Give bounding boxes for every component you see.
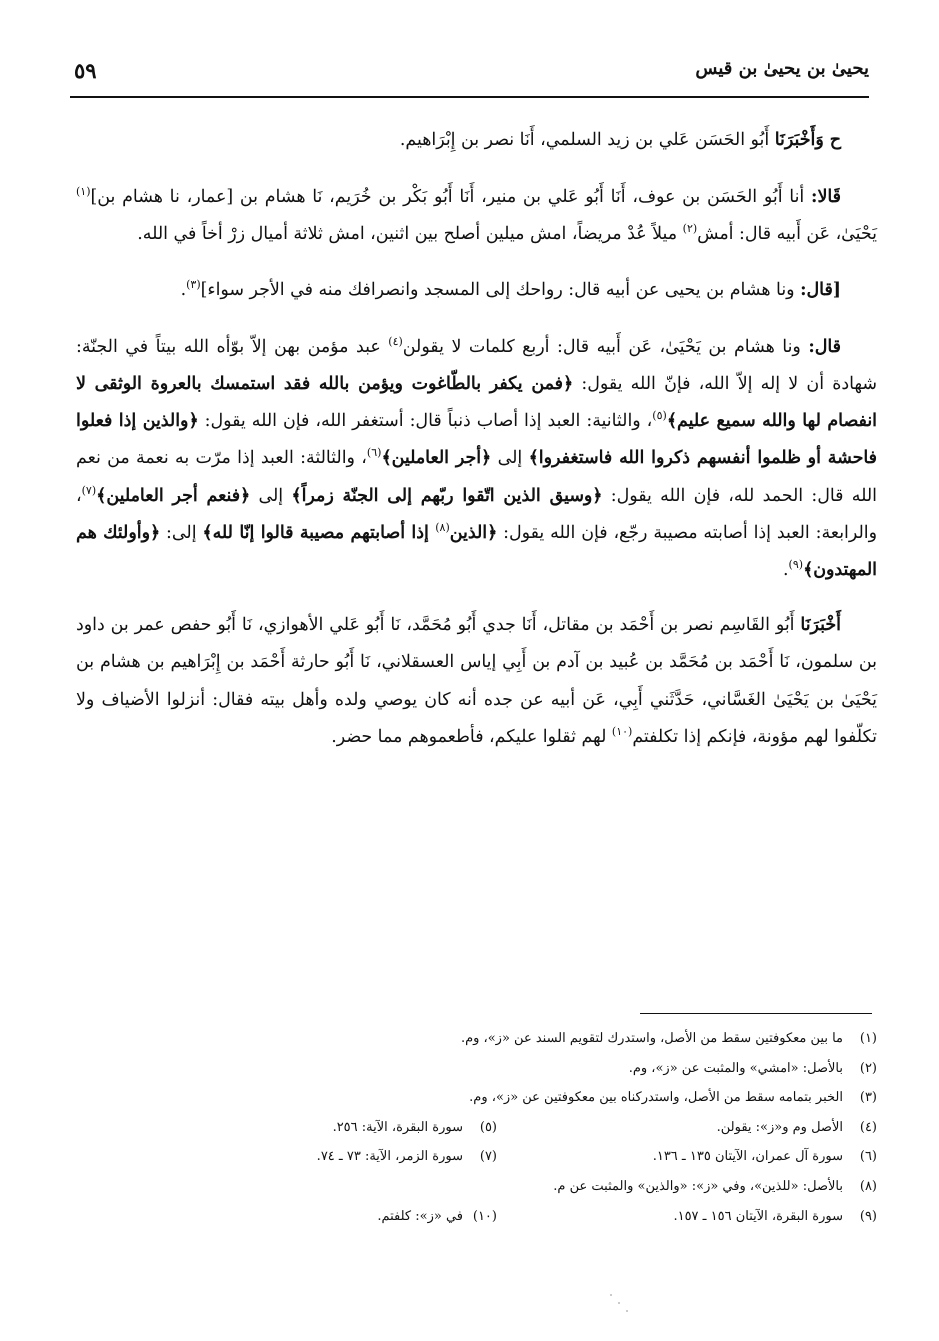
footnote-text: الأصل وم و«ز»: يقولن.	[716, 1119, 843, 1135]
footnote	[317, 1142, 497, 1172]
paragraph-text: يَحْيَىٰ، عَن أَبيه قال: أمش	[697, 224, 877, 245]
footnote-row	[74, 1024, 877, 1054]
paragraph-lead: أَخْبَرَنَا	[800, 615, 841, 636]
paragraph-lead: قال:	[800, 279, 833, 300]
footnote	[461, 1024, 877, 1054]
footnote-text: ما بين معكوفتين سقط من الأصل، واستدرك لتقويم السند عن «ز»، وم.	[460, 1031, 843, 1046]
quran-verse: ﴿فمن يكفر بالطّاغوت ويؤمن بالله فقد استمسك بالعروة الوثقى لا انفصام لها والله سميع عليم﴾	[76, 374, 877, 432]
quran-verse: ﴿والذين إذا فعلوا فاحشة أو ظلموا أنفسهم ذكروا الله فاستغفروا﴾	[76, 411, 877, 469]
running-head	[70, 48, 869, 94]
footnote	[553, 1172, 877, 1202]
footnote-row	[74, 1172, 877, 1202]
footnote-text: بالأصل: «للذين»، وفي «ز»: «والذين» والمثبت عن م.	[553, 1178, 843, 1194]
paragraph-lead: ح وَأَخْبَرَنَا	[774, 130, 841, 150]
footnote	[377, 1202, 497, 1232]
open-bracket: [	[832, 279, 841, 300]
footnote-reference: (٨)	[435, 521, 450, 535]
footnote-number: (٤)	[859, 1119, 877, 1135]
footnote-text: سورة البقرة، الآيتان ١٥٦ ـ ١٥٧.	[673, 1208, 843, 1224]
paragraph-end: .	[180, 279, 187, 300]
footnote-reference: (٩)	[788, 558, 804, 572]
footnote-number: (٣)	[859, 1090, 877, 1106]
footnote-reference: (٦)	[366, 446, 382, 460]
paragraph-text: إلى:	[160, 522, 203, 543]
footnote-number: (٦)	[859, 1149, 877, 1165]
paragraph-1	[76, 122, 877, 159]
paragraph-5	[76, 607, 877, 756]
header-rule	[70, 96, 869, 98]
paragraph-lead: قَالا:	[811, 187, 841, 208]
footnote-text: سورة آل عمران، الآيتان ١٣٥ ـ ١٣٦.	[652, 1149, 843, 1165]
paragraph-text: إلى	[250, 485, 292, 506]
footnote-reference: (٢)	[682, 222, 698, 236]
footnote-number: (٧)	[479, 1149, 497, 1165]
paragraph-text: .	[783, 560, 789, 581]
quran-verse: ﴿وسيق الذين اتّقوا ربّهم إلى الجنّة زمراً﴾	[291, 485, 603, 506]
paragraph-text: عبد مؤمن بهن إلاّ بوّأه الله بيتاً في الجنّة: شهادة أن لا إله إلاّ الله، فإنّ الله يقول:	[76, 336, 877, 395]
scan-speck	[610, 1294, 612, 1296]
footnotes	[74, 1024, 877, 1231]
paragraph-text: ونا هشام بن يحيى عن أبيه قال: رواحك إلى المسجد وانصرافك منه في الأجر سواء]	[200, 279, 801, 300]
footnote-number: (١)	[859, 1031, 877, 1046]
footnote-number: (٥)	[479, 1119, 497, 1135]
quran-verse: ﴿وأولئك هم المهتدون﴾	[76, 522, 877, 581]
footnote-text: سورة البقرة، الآية: ٢٥٦.	[332, 1119, 463, 1135]
page-number: ٥٩	[74, 58, 97, 83]
paragraph-text: ، والرابعة: العبد إذا أصابته مصيبة رجّع، فإن الله يقول:	[76, 485, 877, 543]
paragraph-text: ميلاً عُدْ مريضاً، امش ميلين أصلح بين اثنين، امش ثلاثة أميال زرْ أخاً في الله.	[137, 224, 683, 245]
footnote	[717, 1113, 877, 1143]
footnote-rule	[640, 1013, 872, 1014]
quran-verse: إذا أصابتهم مصيبة قالوا إنّا لله﴾	[202, 522, 436, 543]
footnote-text: الخبر بتمامه سقط من الأصل، واستدركناه بين معكوفتين عن «ز»، وم.	[469, 1090, 843, 1106]
body-text	[76, 122, 877, 756]
footnote-reference: (٣)	[186, 277, 201, 291]
footnote-reference: (٤)	[388, 335, 403, 349]
paragraph-lead: قال:	[808, 336, 841, 357]
footnote	[653, 1142, 877, 1172]
running-title: يحيىٰ بن يحيىٰ بن قيس	[695, 58, 869, 79]
scan-specks	[600, 1290, 660, 1330]
footnote-text: بالأصل: «امشي» والمثبت عن «ز»، وم.	[628, 1060, 843, 1076]
paragraph-text: إلى	[491, 448, 529, 469]
footnote-row	[74, 1083, 877, 1113]
footnote-reference: (٧)	[81, 483, 97, 497]
paragraph-text: ، والثانية: العبد إذا أصاب ذنباً قال: أستغفر الله، فإن الله يقول:	[198, 411, 653, 432]
paragraph-2	[76, 179, 877, 253]
paragraph-4	[76, 329, 877, 589]
footnote-number: (٨)	[859, 1178, 877, 1194]
quran-verse: ﴿الذين	[449, 522, 498, 543]
footnote	[333, 1113, 497, 1143]
footnote-row	[74, 1113, 877, 1143]
quran-verse: ﴿فنعم أجر العاملين﴾	[96, 485, 251, 506]
footnote-row	[74, 1202, 877, 1232]
quran-verse: ﴿أجر العاملين﴾	[381, 448, 492, 469]
footnote	[469, 1083, 877, 1113]
footnote-row	[74, 1142, 877, 1172]
footnote-row	[74, 1054, 877, 1084]
footnote	[673, 1202, 877, 1232]
paragraph-text: أَبُو الحَسَن عَلي بن زيد السلمي، أَنَا نصر بن إِبْرَاهيم.	[399, 130, 775, 150]
paragraph-text: لهم ثقلوا عليكم، فأطعموهم مما حضر.	[331, 726, 612, 747]
footnote-text: في «ز»: كلفتم.	[377, 1208, 463, 1224]
paragraph-text: أنا أَبُو الحَسَن بن عوف، أَنَا أَبُو عَلي بن منير، أَنَا أَبُو بَكْر بن خُرَيم، نَا هشام بن [عمار، نا هشام بن]	[90, 187, 812, 208]
footnote-reference: (٥)	[652, 409, 667, 423]
footnote-text: سورة الزمر، الآية: ٧٣ ـ ٧٤.	[316, 1149, 463, 1165]
footnote-reference: (١٠)	[611, 725, 633, 739]
paragraph-text: ، والثالثة: العبد إذا مرّت به نعمة من نعم الله قال: الحمد لله، فإن الله يقول:	[76, 448, 877, 506]
footnote-reference: (١)	[76, 185, 91, 199]
footnote-number: (٢)	[859, 1060, 877, 1076]
scan-speck	[618, 1302, 620, 1304]
footnote	[629, 1054, 877, 1084]
footnote-number: (٩)	[859, 1208, 877, 1224]
scan-speck	[626, 1310, 628, 1312]
paragraph-text: أَبُو القَاسِم نصر بن أَحْمَد بن مقاتل، أَنَا جدي أَبُو مُحَمَّد، نَا أَبُو عَلي الأهوازي، نَا أَبُو حفص عمر بن داود بن سلمون، نَا أَحْمَد بن مُحَمَّد بن عُبيد بن آدم بن أَبِي إياس العسقلاني، نَا أَبُو حارثة أَحْمَد بن إِبْرَاهيم بن هشام بن يَحْيَىٰ بن يَحْيَىٰ الغَسَّاني، حَدَّثَني أَبِي، عَن أبيه عن جده أنه كان يوصي ولده وأهل بيته فقال: أنزلوا الأضياف ولا تكلّفوا لهم مؤونة، فإنكم إذا تكلفتم	[76, 615, 877, 747]
paragraph-3	[76, 272, 877, 309]
footnote-number: (١٠)	[472, 1208, 497, 1224]
paragraph-text: ونا هشام بن يَحْيَىٰ، عَن أَبيه قال: أربع كلمات لا يقولن	[402, 336, 809, 357]
